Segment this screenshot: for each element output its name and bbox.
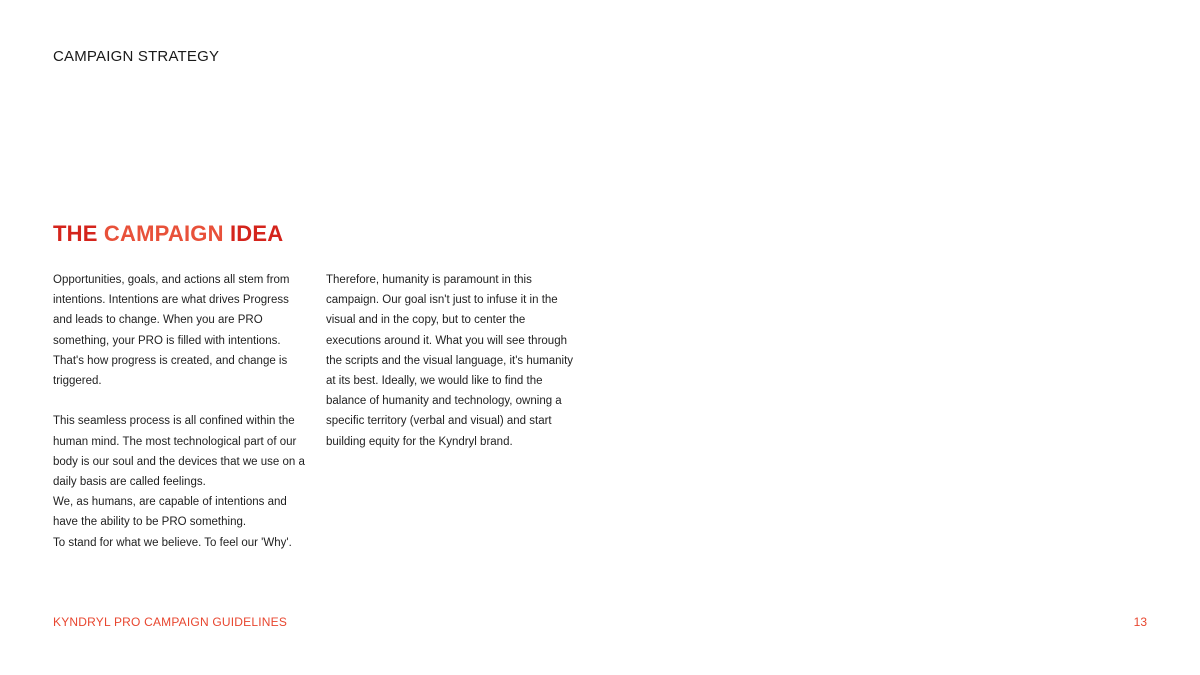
headline-part-campaign: CAMPAIGN: [103, 221, 224, 246]
body-column-left: [53, 270, 321, 553]
body-paragraph-2: This seamless process is all confined within the human mind. The most technological part of our body is our soul and the devices that we use on a daily basis are called feelings. We, as humans, are capable of intentions and have the ability to be PRO something. To stand for what we believe. To feel our 'Why'.: [53, 415, 305, 549]
section-label: CAMPAIGN STRATEGY: [53, 48, 220, 65]
paragraph-spacer: [53, 391, 321, 411]
page-headline: [53, 220, 283, 248]
body-paragraph-3: Therefore, humanity is paramount in this campaign. Our goal isn't just to infuse it in the visual and in the copy, but to center the executions around it. What you will see through the scripts and the visual language, it's humanity at its best. Ideally, we would like to find the balance of humanity and technology, owning a specific territory (verbal and visual) and start building equity for the Kyndryl brand.: [326, 274, 574, 448]
footer-document-title: KYNDRYL PRO CAMPAIGN GUIDELINES: [53, 615, 288, 629]
body-column-right: [326, 270, 588, 452]
headline-part-idea: IDEA: [223, 221, 284, 246]
page-number: 13: [1133, 615, 1147, 629]
headline-part-the: THE: [53, 221, 104, 246]
body-paragraph-1: Opportunities, goals, and actions all stem from intentions. Intentions are what drives Progress and leads to change. When you are PRO something, your PRO is filled with intentions. That's how progress is created, and change is triggered.: [53, 274, 290, 388]
